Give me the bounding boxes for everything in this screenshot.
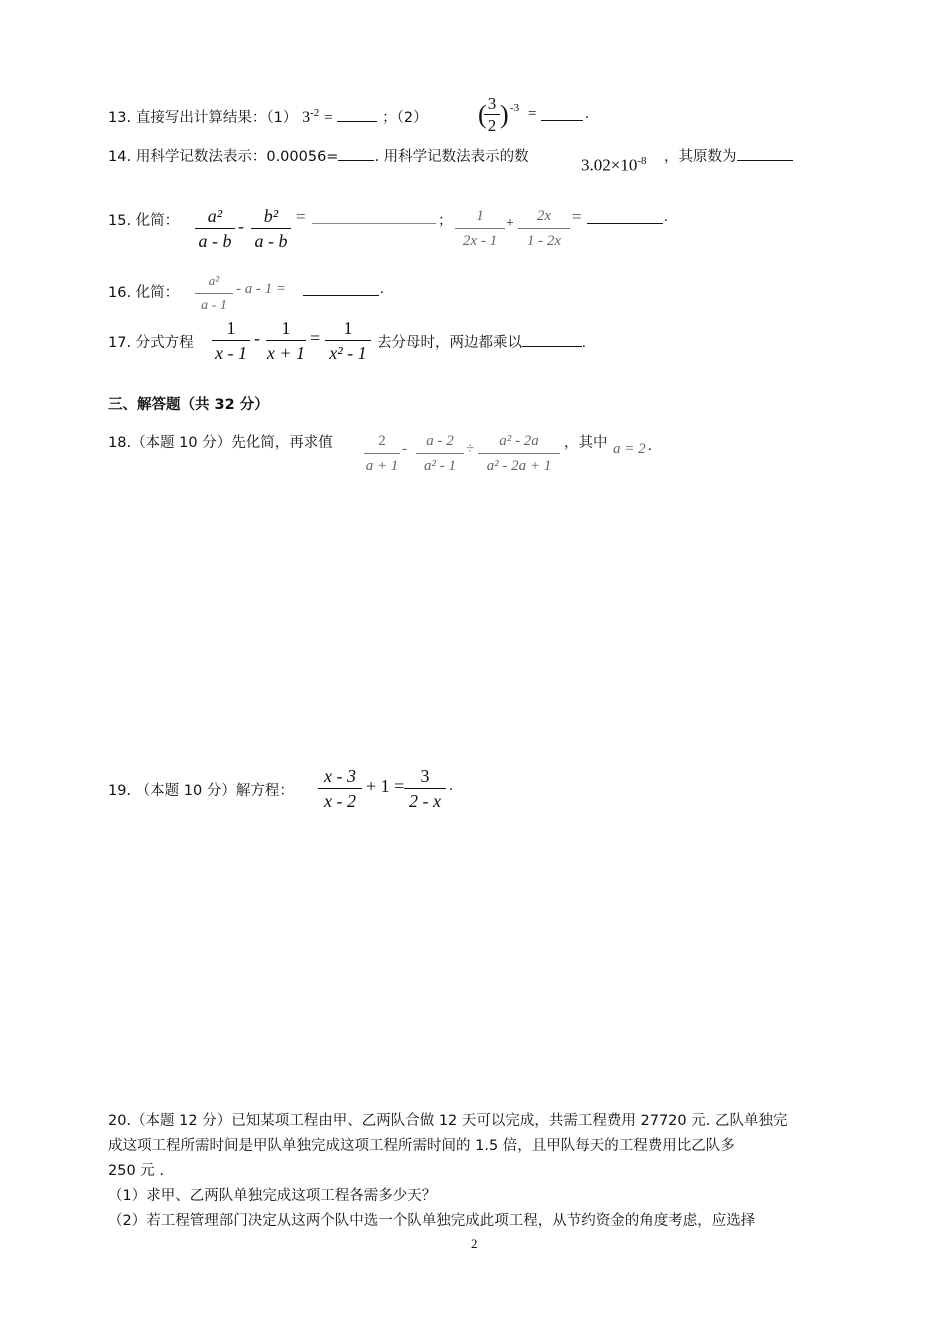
q15-label	[108, 209, 179, 230]
q16-blank-wrap	[303, 281, 379, 300]
q15-f4-bar	[518, 228, 570, 229]
q20-line-2: 成这项工程所需时间是甲队单独完成这项工程所需时间的 1.5 倍，且甲队每天的工程费用比乙队多	[108, 1138, 735, 1154]
q19-label	[108, 779, 294, 800]
q20-sub-2: （2）若工程管理部门决定从这两个队中选一个队单独完成此项工程，从节约资金的角度考虑，应选择	[108, 1213, 756, 1229]
q19-plus1: + 1 =	[366, 776, 405, 796]
q19-f1-den: x - 2	[324, 791, 356, 811]
q19-f1-num: x - 3	[324, 766, 356, 786]
q16-answer-blank[interactable]	[303, 281, 379, 296]
q15-f4-num: 2x	[536, 208, 552, 224]
q19-number: 19.	[108, 783, 132, 799]
q15-text: 化简：	[135, 213, 180, 229]
q14-sci-mantissa: 3.02	[581, 155, 611, 175]
q14-value: 0.00056=	[266, 149, 339, 165]
q17-fraction-2	[266, 317, 306, 364]
q19-f1-bar	[318, 788, 362, 789]
q15-f3-num: 1	[476, 208, 484, 224]
q15-f3-den: 2x - 1	[462, 233, 498, 249]
question-20	[108, 1109, 843, 1234]
q15-number: 15.	[108, 213, 132, 229]
q19-end: .	[449, 778, 453, 794]
q17-f2-bar	[266, 340, 306, 341]
q18-f3-num: a² - 2a	[499, 433, 539, 449]
q17-text2: 去分母时，两边都乘以	[377, 335, 522, 351]
q18-text1: （本题 10 分）先化简，再求值	[131, 435, 333, 451]
q13-answer-blank-1[interactable]	[337, 107, 377, 122]
q13-answer-blank-2[interactable]	[541, 106, 583, 121]
q15-fraction-2	[251, 205, 291, 252]
q15-eq1: =	[296, 207, 306, 226]
q14-text2: . 用科学记数法表示的数	[374, 149, 529, 165]
section-3-heading: 三、解答题（共 32 分）	[108, 397, 269, 413]
q17-f1-bar	[212, 340, 250, 341]
q20-line-3: 250 元 .	[108, 1163, 165, 1179]
q18-div: ÷	[466, 441, 475, 457]
q18-f1-den: a + 1	[365, 458, 399, 474]
q19-f2-num: 3	[420, 766, 430, 786]
q18-fraction-3	[478, 430, 560, 477]
page-number: 2	[471, 1236, 478, 1251]
q14-number: 14.	[108, 149, 132, 165]
q16-end: .	[380, 281, 384, 297]
q17-label	[108, 331, 194, 352]
q15-f4-den: 1 - 2x	[526, 233, 562, 249]
q15-f2-bar	[251, 228, 291, 229]
q17-eq: =	[310, 328, 321, 348]
q15-f2-num: b²	[263, 206, 279, 226]
q18-f2-bar	[416, 453, 464, 454]
q14-text3: ，其原数为	[664, 149, 737, 165]
q17-tail	[377, 331, 586, 352]
q15-minus: -	[238, 216, 244, 236]
q13-end: .	[585, 106, 589, 122]
q13-left-paren: (	[478, 100, 487, 129]
q16-fraction	[195, 270, 233, 317]
q19-fraction-2	[404, 765, 446, 812]
q17-text1: 分式方程	[135, 335, 194, 351]
q17-f2-den: x + 1	[266, 343, 306, 363]
q18-fraction-1	[364, 430, 400, 477]
q18-minus: -	[402, 441, 407, 457]
q13-number: 13.	[108, 110, 132, 126]
q18-label	[108, 431, 333, 452]
q17-f3-bar	[325, 340, 371, 341]
q17-number: 17.	[108, 335, 132, 351]
q19-fraction-1	[318, 765, 362, 812]
q17-f3-den: x² - 1	[329, 343, 367, 363]
q14-sci-number	[581, 155, 647, 176]
q15-blank-2-wrap	[587, 209, 663, 228]
q20-sub-1: （1）求甲、乙两队单独完成这项工程各需多少天？	[108, 1188, 437, 1204]
q18-f1-bar	[364, 453, 400, 454]
q19-text1: （本题 10 分）解方程：	[135, 783, 294, 799]
q14-text1: 用科学记数法表示：	[135, 149, 267, 165]
q15-f1-num: a²	[207, 206, 223, 226]
q17-minus: -	[254, 328, 260, 348]
q16-text: 化简：	[135, 285, 180, 301]
q18-f2-den: a² - 1	[424, 458, 456, 474]
q16-label	[108, 281, 179, 302]
q16-f-bar	[195, 293, 233, 294]
q16-f-num: a²	[208, 273, 220, 288]
q13-sep: ；（2）	[382, 110, 428, 126]
q14-answer-blank-2[interactable]	[737, 146, 793, 161]
q16-rest: - a - 1 =	[236, 281, 287, 297]
q13-frac-den: 2	[487, 116, 497, 135]
q18-f3-den: a² - 2a + 1	[486, 458, 552, 474]
q19-f2-den: 2 - x	[409, 791, 441, 811]
q13-expr1-base: 3	[302, 109, 311, 126]
q17-fraction-1	[212, 317, 250, 364]
q18-number: 18.	[108, 435, 132, 451]
q15-fraction-3	[455, 205, 505, 252]
q13-eq1: =	[324, 110, 333, 126]
q15-f1-bar	[195, 228, 235, 229]
q14-sci-times: ×10	[610, 155, 638, 175]
q15-plus: +	[506, 216, 514, 231]
q15-end: .	[664, 209, 668, 225]
q15-fraction-1	[195, 205, 235, 252]
q15-blank-1-wrap	[312, 209, 436, 228]
q18-f1-num: 2	[378, 433, 386, 449]
q15-f1-den: a - b	[198, 231, 232, 251]
q17-f1-den: x - 1	[215, 343, 247, 363]
q17-f3-num: 1	[343, 318, 353, 338]
q19-f2-bar	[404, 788, 446, 789]
q15-eq2: =	[572, 207, 582, 226]
q14-answer-blank-1[interactable]	[338, 146, 374, 161]
q15-f3-bar	[455, 228, 505, 229]
q13-right-paren: )	[500, 100, 509, 129]
q18-f2-num: a - 2	[426, 433, 454, 449]
q15-answer-blank-1[interactable]	[312, 209, 436, 224]
q13-frac-num: 3	[487, 94, 497, 113]
q14-sci-exp: -8	[637, 155, 647, 167]
q15-sep: ；	[438, 213, 453, 229]
q13-expr1-exp: -2	[310, 107, 320, 119]
q17-end: .	[582, 335, 586, 351]
q18-cond: a = 2	[613, 441, 646, 457]
q14-tail	[664, 145, 793, 166]
q13-answer-blank-2-wrap	[541, 106, 583, 125]
question-14	[108, 145, 529, 166]
q15-answer-blank-2[interactable]	[587, 209, 663, 224]
q17-answer-blank[interactable]	[522, 332, 582, 347]
q15-f2-den: a - b	[254, 231, 288, 251]
q13-eq2: =	[528, 106, 537, 122]
q16-number: 16.	[108, 285, 132, 301]
q18-end: .	[648, 438, 652, 454]
question-13	[108, 106, 428, 127]
q18-f3-bar	[478, 453, 560, 454]
q18-text2: ，其中	[564, 435, 608, 451]
q17-f2-num: 1	[281, 318, 291, 338]
q16-f-den: a - 1	[201, 298, 227, 313]
q20-line-1: 20.（本题 12 分）已知某项工程由甲、乙两队合做 12 天可以完成，共需工程费用 27720 元. 乙队单独完	[108, 1113, 788, 1129]
q18-fraction-2	[416, 430, 464, 477]
q17-fraction-3	[325, 317, 371, 364]
q13-expr2-exp: -3	[510, 102, 520, 114]
q13-text: 直接写出计算结果：（1）	[135, 110, 298, 126]
q17-f1-num: 1	[226, 318, 236, 338]
q15-fraction-4	[518, 205, 570, 252]
